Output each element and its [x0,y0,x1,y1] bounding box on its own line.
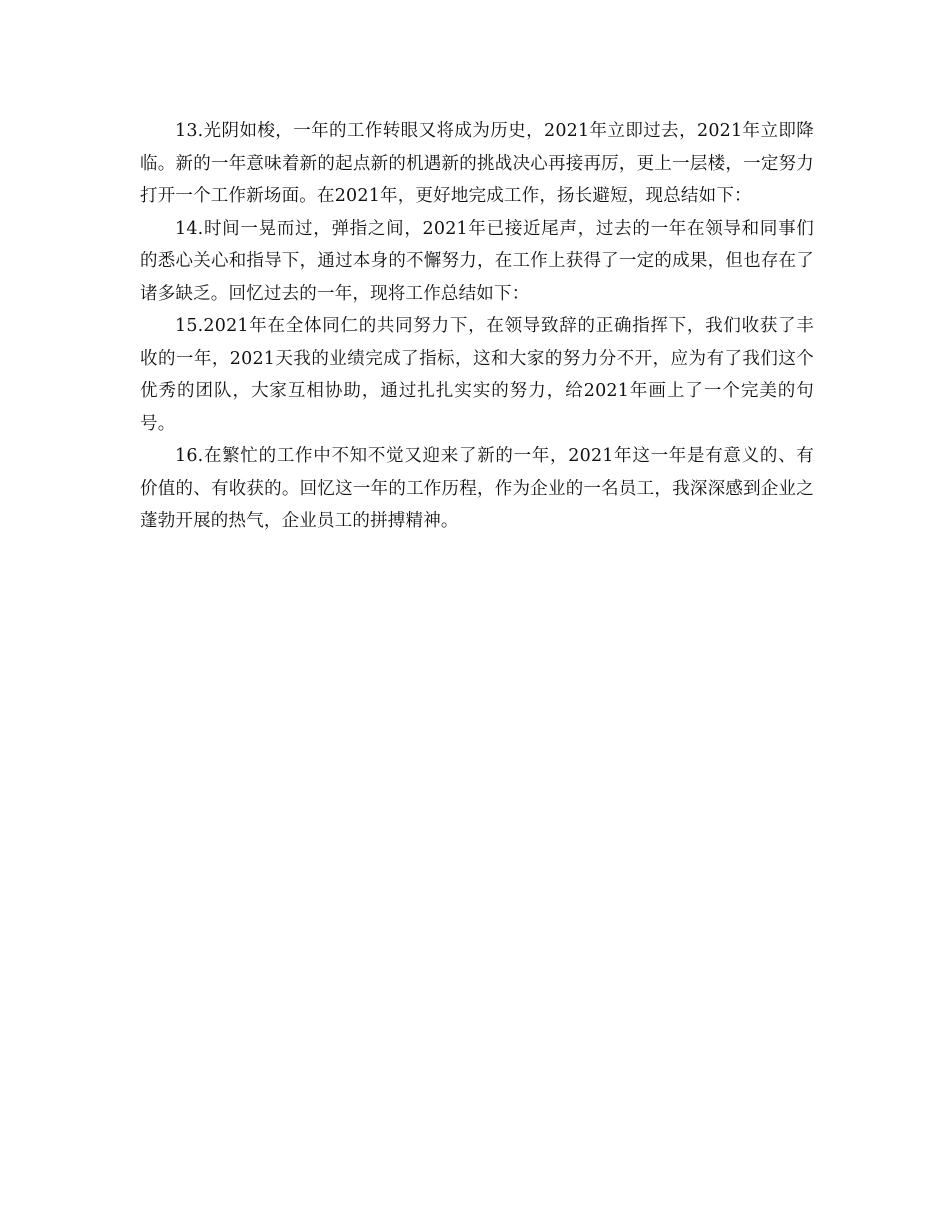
document-body [140,115,814,538]
paragraph-14: 14.时间一晃而过，弹指之间，2021年已接近尾声，过去的一年在领导和同事们的悉心关心和指导下，通过本身的不懈努力，在工作上获得了一定的成果，但也存在了诸多缺乏。回忆过去的一年，现将工作总结如下： [140,218,814,304]
paragraph-16: 16.在繁忙的工作中不知不觉又迎来了新的一年，2021年这一年是有意义的、有价值的、有收获的。回忆这一年的工作历程，作为企业的一名员工，我深深感到企业之蓬勃开展的热气，企业员工的拼搏精神。 [140,446,814,531]
paragraph-15: 15.2021年在全体同仁的共同努力下，在领导致辞的正确指挥下，我们收获了丰收的一年，2021天我的业绩完成了指标，这和大家的努力分不开，应为有了我们这个优秀的团队，大家互相协助，通过扎扎实实的努力，给2021年画上了一个完美的句号。 [140,316,814,434]
paragraph-13: 13.光阴如梭，一年的工作转眼又将成为历史，2021年立即过去，2021年立即降临。新的一年意味着新的起点新的机遇新的挑战决心再接再厉，更上一层楼，一定努力打开一个工作新场面。在2021年，更好地完成工作，扬长避短，现总结如下： [140,121,814,206]
